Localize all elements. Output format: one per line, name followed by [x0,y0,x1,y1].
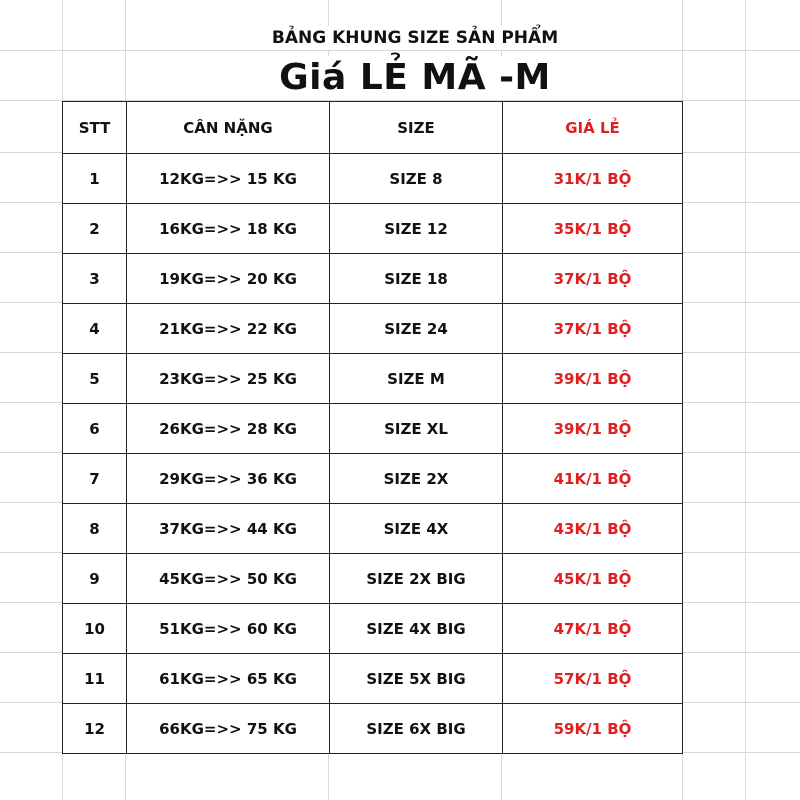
cell-size: SIZE 4X [330,504,503,554]
header-size: SIZE [330,102,503,154]
cell-weight: 51KG=>> 60 KG [127,604,330,654]
table-row [63,654,683,704]
cell-price: 39K/1 BỘ [503,354,683,404]
cell-size: SIZE 5X BIG [330,654,503,704]
header-weight: CÂN NẶNG [127,102,330,154]
cell-stt: 2 [63,204,127,254]
cell-price: 35K/1 BỘ [503,204,683,254]
cell-price: 47K/1 BỘ [503,604,683,654]
sheet-subtitle: BẢNG KHUNG SIZE SẢN PHẨM [150,26,680,50]
cell-size: SIZE 2X [330,454,503,504]
cell-price: 37K/1 BỘ [503,304,683,354]
cell-weight: 16KG=>> 18 KG [127,204,330,254]
table-row [63,504,683,554]
cell-size: SIZE M [330,354,503,404]
cell-stt: 5 [63,354,127,404]
cell-weight: 45KG=>> 50 KG [127,554,330,604]
table-header-row [63,102,683,154]
cell-weight: 66KG=>> 75 KG [127,704,330,754]
cell-weight: 23KG=>> 25 KG [127,354,330,404]
sheet-title: Giá LẺ MÃ -M [150,56,680,100]
cell-stt: 6 [63,404,127,454]
size-price-table [62,101,683,754]
cell-price: 59K/1 BỘ [503,704,683,754]
cell-price: 31K/1 BỘ [503,154,683,204]
cell-price: 45K/1 BỘ [503,554,683,604]
table-row [63,354,683,404]
cell-stt: 12 [63,704,127,754]
header-stt: STT [63,102,127,154]
cell-stt: 7 [63,454,127,504]
cell-weight: 29KG=>> 36 KG [127,454,330,504]
header-price: GIÁ LẺ [503,102,683,154]
table-row [63,704,683,754]
table-row [63,204,683,254]
cell-weight: 21KG=>> 22 KG [127,304,330,354]
cell-stt: 1 [63,154,127,204]
table-row [63,554,683,604]
cell-weight: 61KG=>> 65 KG [127,654,330,704]
cell-stt: 11 [63,654,127,704]
cell-size: SIZE XL [330,404,503,454]
cell-stt: 9 [63,554,127,604]
cell-size: SIZE 2X BIG [330,554,503,604]
cell-stt: 8 [63,504,127,554]
table-row [63,154,683,204]
cell-size: SIZE 6X BIG [330,704,503,754]
table-row [63,404,683,454]
cell-size: SIZE 12 [330,204,503,254]
table-row [63,304,683,354]
cell-stt: 10 [63,604,127,654]
table-row [63,604,683,654]
table-row [63,454,683,504]
cell-size: SIZE 24 [330,304,503,354]
cell-stt: 4 [63,304,127,354]
cell-price: 57K/1 BỘ [503,654,683,704]
cell-weight: 12KG=>> 15 KG [127,154,330,204]
cell-stt: 3 [63,254,127,304]
cell-price: 41K/1 BỘ [503,454,683,504]
cell-size: SIZE 8 [330,154,503,204]
cell-size: SIZE 4X BIG [330,604,503,654]
table-row [63,254,683,304]
cell-weight: 26KG=>> 28 KG [127,404,330,454]
cell-size: SIZE 18 [330,254,503,304]
cell-price: 37K/1 BỘ [503,254,683,304]
cell-weight: 19KG=>> 20 KG [127,254,330,304]
cell-price: 39K/1 BỘ [503,404,683,454]
cell-price: 43K/1 BỘ [503,504,683,554]
cell-weight: 37KG=>> 44 KG [127,504,330,554]
